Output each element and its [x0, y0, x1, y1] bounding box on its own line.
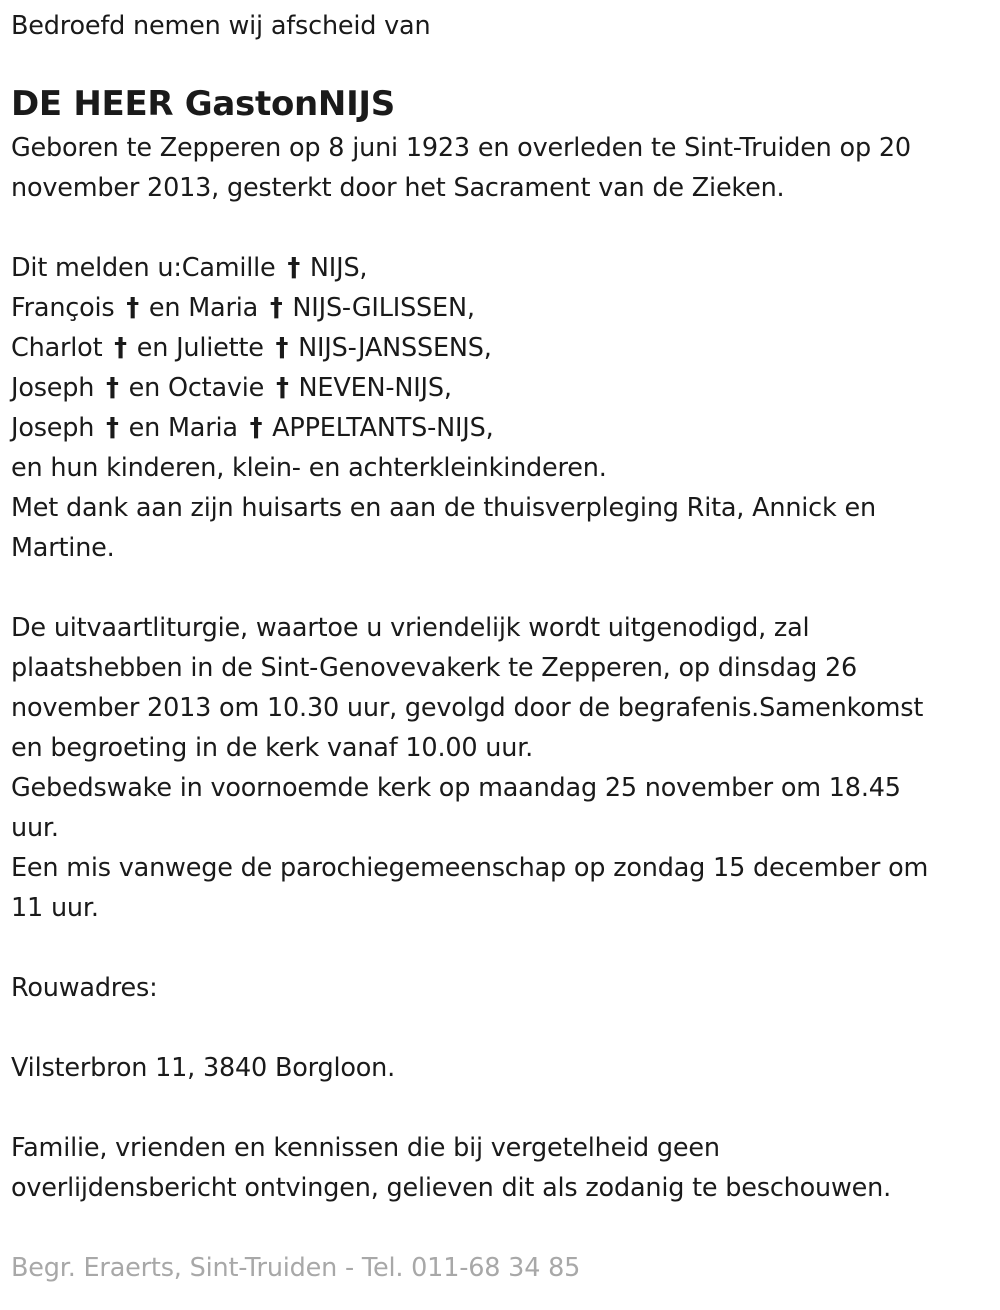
birth-death-line-2: november 2013, gesterkt door het Sacrament van de Zieken.: [11, 173, 785, 203]
ceremony-line-1: De uitvaartliturgie, waartoe u vriendelijk wordt uitgenodigd, zal: [11, 613, 810, 643]
ceremony-line-6: uur.: [11, 813, 59, 843]
cross-icon: †: [249, 413, 263, 443]
spacer: [11, 1008, 991, 1048]
obituary-notice: [11, 6, 991, 1288]
ceremony-line-4: en begroeting in de kerk vanaf 10.00 uur.: [11, 733, 534, 763]
family-text: NIJS,: [302, 253, 368, 283]
cross-icon: †: [276, 373, 289, 403]
family-line-2: [11, 288, 991, 328]
cross-icon: †: [287, 253, 301, 283]
ceremony-line-2: plaatshebben in de Sint-Genovevakerk te Zepperen, op dinsdag 26: [11, 653, 858, 683]
family-line-6: en hun kinderen, klein- en achterkleinkinderen.: [11, 453, 607, 483]
cross-icon: †: [275, 333, 289, 363]
spacer: [11, 928, 991, 968]
ceremony-line-3: november 2013 om 10.30 uur, gevolgd door de begrafenis.Samenkomst: [11, 693, 924, 723]
family-line-5: [11, 408, 991, 448]
address-text: Vilsterbron 11, 3840 Borgloon.: [11, 1053, 396, 1083]
cross-icon: †: [269, 293, 283, 323]
family-text: en Octavie: [120, 373, 273, 403]
notice-line-1: Familie, vrienden en kennissen die bij vergetelheid geen: [11, 1133, 720, 1163]
family-text: NIJS-JANSSENS,: [290, 333, 492, 363]
cross-icon: †: [106, 413, 119, 443]
family-text: NIJS-GILISSEN,: [284, 293, 475, 323]
family-text: Joseph: [11, 413, 103, 443]
family-text: François: [11, 293, 123, 323]
ceremony-line-8: 11 uur.: [11, 893, 99, 923]
ceremony-line-7: Een mis vanwege de parochiegemeenschap op zondag 15 december om: [11, 853, 929, 883]
family-text: en Maria: [140, 293, 266, 323]
thanks-line-1: Met dank aan zijn huisarts en aan de thuisverpleging Rita, Annick en: [11, 493, 876, 523]
ceremony-line-5: Gebedswake in voornoemde kerk op maandag 25 november om 18.45: [11, 773, 901, 803]
notice-line-2: overlijdensbericht ontvingen, gelieven dit als zodanig te beschouwen.: [11, 1173, 892, 1203]
family-text: en Juliette: [128, 333, 272, 363]
spacer: [11, 208, 991, 248]
family-text: Charlot: [11, 333, 111, 363]
intro-text: Bedroefd nemen wij afscheid van: [11, 11, 431, 41]
family-text: Joseph: [11, 373, 103, 403]
cross-icon: †: [106, 373, 119, 403]
spacer: [11, 1088, 991, 1128]
family-text: en Maria: [120, 413, 246, 443]
funeral-home-footer: Begr. Eraerts, Sint-Truiden - Tel. 011-68 34 85: [11, 1253, 581, 1283]
cross-icon: †: [114, 333, 127, 363]
family-line-3: [11, 328, 991, 368]
address-label: Rouwadres:: [11, 973, 158, 1003]
thanks-line-2: Martine.: [11, 533, 115, 563]
spacer: [11, 568, 991, 608]
family-text: Dit melden u:Camille: [11, 253, 284, 283]
family-text: NEVEN-NIJS,: [290, 373, 452, 403]
birth-death-line-1: Geboren te Zepperen op 8 juni 1923 en overleden te Sint-Truiden op 20: [11, 133, 911, 163]
cross-icon: †: [126, 293, 139, 323]
family-text: APPELTANTS-NIJS,: [264, 413, 494, 443]
deceased-name: DE HEER GastonNIJS: [11, 84, 395, 124]
spacer: [11, 1208, 991, 1248]
family-line-1: [11, 248, 991, 288]
family-line-4: [11, 368, 991, 408]
